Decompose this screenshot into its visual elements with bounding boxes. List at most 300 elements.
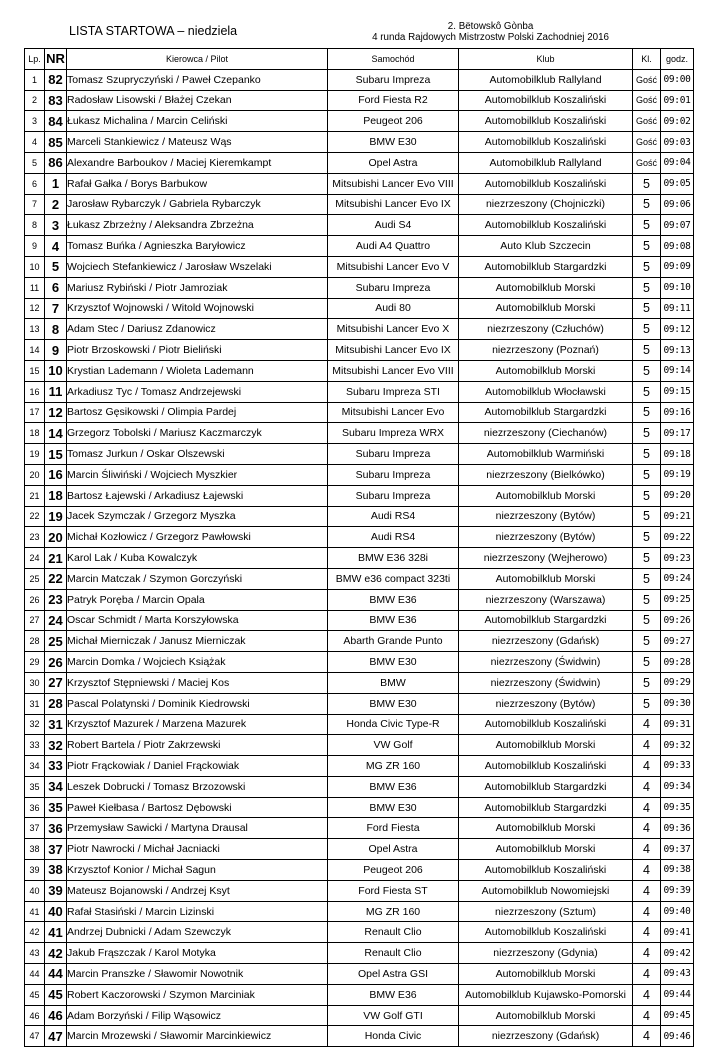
- row-start-time: 09:07: [661, 215, 694, 236]
- row-lp: 3: [25, 111, 45, 132]
- row-class: 5: [633, 672, 661, 693]
- row-car: Audi A4 Quattro: [328, 236, 459, 257]
- row-crew: Radosław Lisowski / Błażej Czekan: [67, 90, 328, 111]
- row-class: 5: [633, 173, 661, 194]
- row-start-time: 09:28: [661, 652, 694, 673]
- row-start-time: 09:24: [661, 568, 694, 589]
- row-start-number: 42: [45, 943, 67, 964]
- row-club: Automobilklub Morski: [459, 485, 633, 506]
- row-lp: 21: [25, 485, 45, 506]
- table-row: [25, 631, 694, 652]
- row-lp: 16: [25, 381, 45, 402]
- row-lp: 29: [25, 652, 45, 673]
- row-car: Audi RS4: [328, 506, 459, 527]
- row-class: 4: [633, 818, 661, 839]
- row-crew: Oscar Schmidt / Marta Korszyłowska: [67, 610, 328, 631]
- table-row: [25, 714, 694, 735]
- row-lp: 24: [25, 548, 45, 569]
- row-start-number: 45: [45, 984, 67, 1005]
- row-lp: 42: [25, 922, 45, 943]
- row-start-number: 34: [45, 776, 67, 797]
- row-lp: 5: [25, 152, 45, 173]
- row-club: Automobilklub Morski: [459, 1005, 633, 1026]
- row-club: Automobilklub Stargardzki: [459, 256, 633, 277]
- row-car: Opel Astra: [328, 152, 459, 173]
- row-crew: Mariusz Rybiński / Piotr Jamroziak: [67, 277, 328, 298]
- row-club: Automobilklub Koszaliński: [459, 173, 633, 194]
- row-car: Opel Astra GSI: [328, 964, 459, 985]
- row-class: 4: [633, 776, 661, 797]
- row-class: 4: [633, 943, 661, 964]
- row-lp: 23: [25, 527, 45, 548]
- row-start-number: 10: [45, 360, 67, 381]
- row-club: Automobilklub Koszaliński: [459, 756, 633, 777]
- row-crew: Krzysztof Mazurek / Marzena Mazurek: [67, 714, 328, 735]
- row-car: Subaru Impreza: [328, 444, 459, 465]
- row-club: Automobilklub Stargardzki: [459, 797, 633, 818]
- row-class: Gość: [633, 90, 661, 111]
- col-header-driver: Kierowca / Pilot: [67, 49, 328, 70]
- row-lp: 7: [25, 194, 45, 215]
- row-club: niezrzeszony (Bytów): [459, 527, 633, 548]
- row-lp: 25: [25, 568, 45, 589]
- row-start-number: 21: [45, 548, 67, 569]
- row-start-time: 09:29: [661, 672, 694, 693]
- row-club: Automobilklub Koszaliński: [459, 714, 633, 735]
- row-start-number: 15: [45, 444, 67, 465]
- row-start-number: 3: [45, 215, 67, 236]
- row-start-time: 09:38: [661, 860, 694, 881]
- row-car: VW Golf GTI: [328, 1005, 459, 1026]
- row-class: 4: [633, 922, 661, 943]
- row-class: 4: [633, 964, 661, 985]
- row-class: 4: [633, 1026, 661, 1047]
- row-crew: Krystian Lademann / Wioleta Lademann: [67, 360, 328, 381]
- table-row: [25, 444, 694, 465]
- row-start-number: 41: [45, 922, 67, 943]
- col-header-car: Samochód: [328, 49, 459, 70]
- row-class: 4: [633, 880, 661, 901]
- row-start-time: 09:32: [661, 735, 694, 756]
- col-header-club: Klub: [459, 49, 633, 70]
- row-start-number: 19: [45, 506, 67, 527]
- row-car: BMW E30: [328, 797, 459, 818]
- row-start-time: 09:45: [661, 1005, 694, 1026]
- row-start-number: 35: [45, 797, 67, 818]
- row-club: Automobilklub Morski: [459, 360, 633, 381]
- table-row: [25, 173, 694, 194]
- row-start-number: 32: [45, 735, 67, 756]
- row-lp: 6: [25, 173, 45, 194]
- row-start-number: 4: [45, 236, 67, 257]
- row-car: MG ZR 160: [328, 901, 459, 922]
- row-lp: 26: [25, 589, 45, 610]
- row-crew: Andrzej Dubnicki / Adam Szewczyk: [67, 922, 328, 943]
- row-club: Automobilklub Morski: [459, 735, 633, 756]
- row-lp: 14: [25, 340, 45, 361]
- row-lp: 27: [25, 610, 45, 631]
- row-class: 5: [633, 319, 661, 340]
- table-row: [25, 402, 694, 423]
- row-class: 4: [633, 797, 661, 818]
- row-start-time: 09:08: [661, 236, 694, 257]
- row-car: Subaru Impreza: [328, 464, 459, 485]
- row-car: Peugeot 206: [328, 111, 459, 132]
- row-start-number: 83: [45, 90, 67, 111]
- row-crew: Łukasz Zbrzeżny / Aleksandra Zbrzeżna: [67, 215, 328, 236]
- row-start-time: 09:11: [661, 298, 694, 319]
- row-crew: Piotr Frąckowiak / Daniel Frąckowiak: [67, 756, 328, 777]
- row-class: 5: [633, 464, 661, 485]
- row-car: Opel Astra: [328, 839, 459, 860]
- row-start-time: 09:09: [661, 256, 694, 277]
- row-class: Gość: [633, 111, 661, 132]
- table-row: [25, 568, 694, 589]
- row-lp: 11: [25, 277, 45, 298]
- row-car: Mitsubishi Lancer Evo X: [328, 319, 459, 340]
- row-car: Peugeot 206: [328, 860, 459, 881]
- row-lp: 2: [25, 90, 45, 111]
- row-lp: 13: [25, 319, 45, 340]
- table-row: [25, 776, 694, 797]
- row-start-number: 12: [45, 402, 67, 423]
- row-lp: 18: [25, 423, 45, 444]
- row-class: 4: [633, 756, 661, 777]
- row-car: Ford Fiesta R2: [328, 90, 459, 111]
- row-club: Automobilklub Kujawsko-Pomorski: [459, 984, 633, 1005]
- row-class: 5: [633, 485, 661, 506]
- row-crew: Pascal Polatynski / Dominik Kiedrowski: [67, 693, 328, 714]
- row-car: BMW E30: [328, 693, 459, 714]
- row-start-time: 09:00: [661, 69, 694, 90]
- row-class: 5: [633, 527, 661, 548]
- event-name: 2. Bëtowskô Gònba: [447, 21, 534, 32]
- row-club: Automobilklub Koszaliński: [459, 90, 633, 111]
- row-lp: 38: [25, 839, 45, 860]
- page-title: LISTA STARTOWA – niedziela: [69, 24, 238, 38]
- row-lp: 43: [25, 943, 45, 964]
- row-car: Mitsubishi Lancer Evo VIII: [328, 173, 459, 194]
- table-row: [25, 860, 694, 881]
- row-crew: Krzysztof Konior / Michał Sagun: [67, 860, 328, 881]
- row-crew: Marcin Śliwiński / Wojciech Myszkier: [67, 464, 328, 485]
- row-start-time: 09:17: [661, 423, 694, 444]
- row-club: Automobilklub Koszaliński: [459, 111, 633, 132]
- row-crew: Piotr Brzoskowski / Piotr Bieliński: [67, 340, 328, 361]
- header-row: [25, 49, 694, 70]
- row-lp: 47: [25, 1026, 45, 1047]
- row-club: Automobilklub Morski: [459, 568, 633, 589]
- row-class: 5: [633, 423, 661, 444]
- row-start-time: 09:13: [661, 340, 694, 361]
- table-row: [25, 652, 694, 673]
- row-start-time: 09:01: [661, 90, 694, 111]
- row-start-time: 09:40: [661, 901, 694, 922]
- event-info: [372, 21, 609, 43]
- row-club: Automobilklub Stargardzki: [459, 402, 633, 423]
- row-car: Subaru Impreza: [328, 69, 459, 90]
- row-start-time: 09:15: [661, 381, 694, 402]
- row-crew: Jakub Frąszczak / Karol Motyka: [67, 943, 328, 964]
- row-crew: Krzysztof Stępniewski / Maciej Kos: [67, 672, 328, 693]
- row-class: 4: [633, 1005, 661, 1026]
- row-start-number: 84: [45, 111, 67, 132]
- row-club: niezrzeszony (Sztum): [459, 901, 633, 922]
- row-class: 5: [633, 589, 661, 610]
- row-start-time: 09:02: [661, 111, 694, 132]
- row-car: Mitsubishi Lancer Evo IX: [328, 340, 459, 361]
- row-start-time: 09:26: [661, 610, 694, 631]
- table-row: [25, 964, 694, 985]
- row-lp: 22: [25, 506, 45, 527]
- row-club: Automobilklub Warmiński: [459, 444, 633, 465]
- row-crew: Grzegorz Tobolski / Mariusz Kaczmarczyk: [67, 423, 328, 444]
- table-row: [25, 589, 694, 610]
- row-crew: Jarosław Rybarczyk / Gabriela Rybarczyk: [67, 194, 328, 215]
- row-car: Renault Clio: [328, 922, 459, 943]
- row-start-time: 09:41: [661, 922, 694, 943]
- row-club: niezrzeszony (Poznań): [459, 340, 633, 361]
- row-car: BMW E30: [328, 652, 459, 673]
- row-car: BMW E36: [328, 776, 459, 797]
- row-crew: Marceli Stankiewicz / Mateusz Wąs: [67, 132, 328, 153]
- table-row: [25, 464, 694, 485]
- col-header-time: godz.: [661, 49, 694, 70]
- row-start-time: 09:42: [661, 943, 694, 964]
- row-class: Gość: [633, 69, 661, 90]
- row-start-number: 46: [45, 1005, 67, 1026]
- row-start-time: 09:35: [661, 797, 694, 818]
- row-start-number: 8: [45, 319, 67, 340]
- row-lp: 19: [25, 444, 45, 465]
- row-start-time: 09:14: [661, 360, 694, 381]
- row-class: 5: [633, 568, 661, 589]
- row-start-number: 85: [45, 132, 67, 153]
- row-club: Automobilklub Morski: [459, 298, 633, 319]
- row-club: niezrzeszony (Chojniczki): [459, 194, 633, 215]
- table-row: [25, 111, 694, 132]
- row-start-time: 09:30: [661, 693, 694, 714]
- col-header-class: Kl.: [633, 49, 661, 70]
- row-start-number: 1: [45, 173, 67, 194]
- table-row: [25, 610, 694, 631]
- row-crew: Rafał Stasiński / Marcin Lizinski: [67, 901, 328, 922]
- table-row: [25, 340, 694, 361]
- row-start-time: 09:20: [661, 485, 694, 506]
- row-class: 4: [633, 714, 661, 735]
- row-crew: Marcin Domka / Wojciech Książak: [67, 652, 328, 673]
- row-class: 5: [633, 277, 661, 298]
- row-club: Automobilklub Morski: [459, 277, 633, 298]
- row-lp: 12: [25, 298, 45, 319]
- row-lp: 10: [25, 256, 45, 277]
- row-crew: Leszek Dobrucki / Tomasz Brzozowski: [67, 776, 328, 797]
- table-row: [25, 256, 694, 277]
- row-start-number: 40: [45, 901, 67, 922]
- row-start-time: 09:43: [661, 964, 694, 985]
- row-club: Automobilklub Morski: [459, 839, 633, 860]
- table-row: [25, 1026, 694, 1047]
- row-class: 5: [633, 631, 661, 652]
- row-class: Gość: [633, 152, 661, 173]
- row-car: Mitsubishi Lancer Evo IX: [328, 194, 459, 215]
- row-start-number: 5: [45, 256, 67, 277]
- row-car: Ford Fiesta ST: [328, 880, 459, 901]
- row-club: niezrzeszony (Gdańsk): [459, 631, 633, 652]
- row-class: 5: [633, 215, 661, 236]
- row-crew: Przemysław Sawicki / Martyna Drausal: [67, 818, 328, 839]
- row-class: 5: [633, 194, 661, 215]
- row-car: BMW: [328, 672, 459, 693]
- row-start-time: 09:10: [661, 277, 694, 298]
- row-start-number: 26: [45, 652, 67, 673]
- row-club: Auto Klub Szczecin: [459, 236, 633, 257]
- table-row: [25, 756, 694, 777]
- row-club: niezrzeszony (Świdwin): [459, 672, 633, 693]
- row-class: 5: [633, 548, 661, 569]
- row-class: 4: [633, 984, 661, 1005]
- row-crew: Tomasz Buńka / Agnieszka Baryłowicz: [67, 236, 328, 257]
- row-club: Automobilklub Koszaliński: [459, 922, 633, 943]
- table-row: [25, 90, 694, 111]
- row-start-number: 9: [45, 340, 67, 361]
- row-start-time: 09:12: [661, 319, 694, 340]
- col-header-lp: Lp.: [25, 49, 45, 70]
- row-lp: 15: [25, 360, 45, 381]
- row-start-number: 82: [45, 69, 67, 90]
- row-start-time: 09:18: [661, 444, 694, 465]
- row-crew: Łukasz Michalina / Marcin Celiński: [67, 111, 328, 132]
- row-lp: 44: [25, 964, 45, 985]
- table-row: [25, 506, 694, 527]
- row-car: Ford Fiesta: [328, 818, 459, 839]
- row-club: niezrzeszony (Bielkówko): [459, 464, 633, 485]
- row-start-time: 09:37: [661, 839, 694, 860]
- row-lp: 33: [25, 735, 45, 756]
- row-class: 5: [633, 693, 661, 714]
- table-row: [25, 298, 694, 319]
- row-crew: Alexandre Barboukov / Maciej Kieremkampt: [67, 152, 328, 173]
- row-crew: Bartosz Łajewski / Arkadiusz Łajewski: [67, 485, 328, 506]
- row-start-number: 31: [45, 714, 67, 735]
- row-car: BMW E30: [328, 132, 459, 153]
- row-club: Automobilklub Nowomiejski: [459, 880, 633, 901]
- row-lp: 1: [25, 69, 45, 90]
- row-lp: 9: [25, 236, 45, 257]
- row-car: Honda Civic: [328, 1026, 459, 1047]
- row-start-number: 25: [45, 631, 67, 652]
- table-row: [25, 527, 694, 548]
- row-start-time: 09:44: [661, 984, 694, 1005]
- table-row: [25, 880, 694, 901]
- row-car: Subaru Impreza WRX: [328, 423, 459, 444]
- row-club: niezrzeszony (Bytów): [459, 693, 633, 714]
- row-lp: 39: [25, 860, 45, 881]
- row-start-number: 18: [45, 485, 67, 506]
- row-class: 5: [633, 402, 661, 423]
- row-start-number: 11: [45, 381, 67, 402]
- row-lp: 32: [25, 714, 45, 735]
- row-class: 5: [633, 381, 661, 402]
- row-club: niezrzeszony (Warszawa): [459, 589, 633, 610]
- row-start-time: 09:39: [661, 880, 694, 901]
- row-start-time: 09:21: [661, 506, 694, 527]
- row-car: Abarth Grande Punto: [328, 631, 459, 652]
- row-start-time: 09:05: [661, 173, 694, 194]
- row-start-time: 09:03: [661, 132, 694, 153]
- row-crew: Arkadiusz Tyc / Tomasz Andrzejewski: [67, 381, 328, 402]
- table-row: [25, 194, 694, 215]
- row-start-number: 86: [45, 152, 67, 173]
- table-row: [25, 735, 694, 756]
- row-crew: Robert Bartela / Piotr Zakrzewski: [67, 735, 328, 756]
- row-crew: Paweł Kiełbasa / Bartosz Dębowski: [67, 797, 328, 818]
- row-lp: 4: [25, 132, 45, 153]
- row-start-number: 38: [45, 860, 67, 881]
- row-club: Automobilklub Koszaliński: [459, 132, 633, 153]
- col-header-nr: NR: [45, 49, 67, 70]
- row-start-number: 44: [45, 964, 67, 985]
- row-crew: Karol Lak / Kuba Kowalczyk: [67, 548, 328, 569]
- start-list-table: [24, 48, 694, 1047]
- table-row: [25, 839, 694, 860]
- row-class: 5: [633, 444, 661, 465]
- row-car: BMW e36 compact 323ti: [328, 568, 459, 589]
- table-row: [25, 381, 694, 402]
- row-class: 5: [633, 506, 661, 527]
- row-start-number: 33: [45, 756, 67, 777]
- row-start-number: 24: [45, 610, 67, 631]
- row-crew: Rafał Gałka / Borys Barbukow: [67, 173, 328, 194]
- row-crew: Piotr Nawrocki / Michał Jacniacki: [67, 839, 328, 860]
- row-crew: Wojciech Stefankiewicz / Jarosław Wszelaki: [67, 256, 328, 277]
- table-row: [25, 548, 694, 569]
- row-car: Subaru Impreza STI: [328, 381, 459, 402]
- row-start-time: 09:34: [661, 776, 694, 797]
- row-club: Automobilklub Stargardzki: [459, 610, 633, 631]
- row-lp: 30: [25, 672, 45, 693]
- row-club: niezrzeszony (Człuchów): [459, 319, 633, 340]
- table-row: [25, 236, 694, 257]
- table-row: [25, 922, 694, 943]
- row-lp: 36: [25, 797, 45, 818]
- table-row: [25, 901, 694, 922]
- table-row: [25, 1005, 694, 1026]
- row-start-number: 36: [45, 818, 67, 839]
- table-row: [25, 672, 694, 693]
- row-crew: Marcin Matczak / Szymon Gorczyński: [67, 568, 328, 589]
- row-club: Automobilklub Rallyland: [459, 152, 633, 173]
- row-start-time: 09:33: [661, 756, 694, 777]
- row-start-number: 47: [45, 1026, 67, 1047]
- row-club: niezrzeszony (Wejherowo): [459, 548, 633, 569]
- row-start-number: 39: [45, 880, 67, 901]
- row-start-time: 09:04: [661, 152, 694, 173]
- row-class: 5: [633, 652, 661, 673]
- row-class: 4: [633, 735, 661, 756]
- row-crew: Mateusz Bojanowski / Andrzej Ksyt: [67, 880, 328, 901]
- row-crew: Adam Borzyński / Filip Wąsowicz: [67, 1005, 328, 1026]
- row-lp: 46: [25, 1005, 45, 1026]
- row-start-time: 09:19: [661, 464, 694, 485]
- row-car: BMW E36 328i: [328, 548, 459, 569]
- row-car: MG ZR 160: [328, 756, 459, 777]
- row-start-number: 20: [45, 527, 67, 548]
- row-start-time: 09:36: [661, 818, 694, 839]
- row-lp: 28: [25, 631, 45, 652]
- event-round: 4 runda Rajdowych Mistrzostw Polski Zachodniej 2016: [372, 32, 609, 43]
- row-crew: Adam Stec / Dariusz Zdanowicz: [67, 319, 328, 340]
